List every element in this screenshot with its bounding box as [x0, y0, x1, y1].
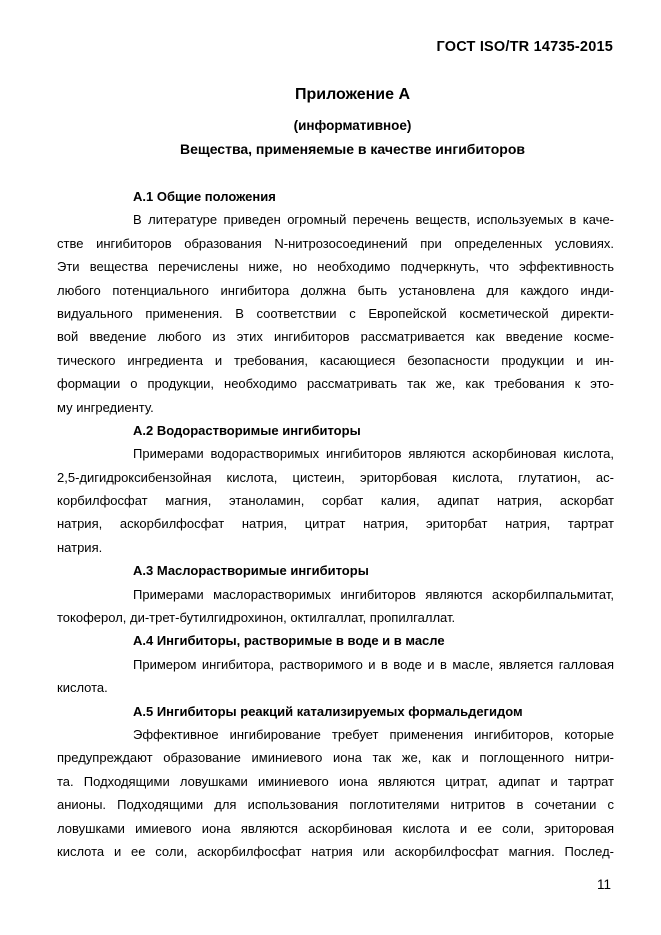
text-line: анионы. Подходящими для использования поглотителями нитритов в сочетании с: [57, 797, 614, 813]
section-heading: А.2 Водорастворимые ингибиторы: [133, 422, 361, 438]
page-number: 11: [596, 877, 611, 892]
text-line: токоферол, ди-трет-бутилгидрохинон, октилгаллат, пропилгаллат.: [57, 610, 456, 626]
text-line: Примерами водорастворимых ингибиторов являются аскорбиновая кислота,: [133, 446, 614, 462]
document-body: [57, 185, 614, 863]
text-line: Примером ингибитора, растворимого и в воде и в масле, является галловая: [133, 656, 614, 672]
standard-number-header: ГОСТ ISO/TR 14735-2015: [436, 39, 613, 55]
section-heading: А.1 Общие положения: [133, 189, 276, 204]
section-heading: А.5 Ингибиторы реакций катализируемых формальдегидом: [133, 703, 523, 719]
text-line: Примерами маслорастворимых ингибиторов являются аскорбилпальмитат,: [133, 586, 614, 602]
appendix-type-label: (информативное): [293, 118, 412, 133]
text-line: 2,5-дигидроксибензойная кислота, цистеин, эриторбовая кислота, глутатион, ас-: [57, 469, 614, 485]
text-line: кислота.: [57, 680, 108, 696]
appendix-title-block: [74, 86, 631, 157]
text-line: натрия.: [57, 539, 103, 555]
text-line: тического ингредиента и требования, касающиеся безопасности продукции и ин-: [57, 352, 614, 368]
text-line: та. Подходящими ловушками иминиевого иона являются цитрат, адипат и тартрат: [57, 773, 614, 789]
section-heading: А.4 Ингибиторы, растворимые в воде и в масле: [133, 633, 445, 649]
text-line: В литературе приведен огромный перечень веществ, используемых в каче-: [133, 212, 614, 228]
appendix-subject-title: Вещества, применяемые в качестве ингибиторов: [179, 141, 525, 157]
text-line: корбилфосфат магния, этаноламин, сорбат калия, адипат натрия, аскорбат: [57, 493, 614, 509]
text-line: Эффективное ингибирование требует применения ингибиторов, которые: [133, 726, 614, 742]
text-line: видуального применения. В соответствии с Европейской косметической директи-: [57, 305, 614, 321]
appendix-title: Приложение А: [294, 86, 411, 103]
text-line: вой введение любого из этих ингибиторов рассматривается как введение косме-: [57, 329, 614, 345]
text-line: кислота и ее соли, аскорбилфосфат натрия или аскорбилфосфат магния. Послед-: [57, 843, 614, 859]
section-heading: А.3 Маслорастворимые ингибиторы: [133, 563, 369, 579]
text-line: Эти вещества перечислены ниже, но необходимо подчеркнуть, что эффективность: [57, 259, 614, 275]
text-line: стве ингибиторов образования N-нитрозосоединений при определенных условиях.: [57, 235, 614, 251]
text-line: формации о продукции, необходимо рассматривать так же, как требования к это-: [57, 376, 614, 392]
text-line: ловушками имиевого иона являются аскорбиновая кислота и ее соли, эриторовая: [57, 820, 614, 836]
text-line: натрия, аскорбилфосфат натрия, цитрат натрия, эриторбат натрия, тартрат: [57, 516, 614, 532]
text-line: предупреждают образование иминиевого иона так же, как и поглощенного нитри-: [57, 750, 614, 766]
text-line: му ингредиенту.: [57, 399, 154, 415]
text-line: любого потенциального ингибитора должна быть установлена для каждого инди-: [57, 282, 614, 298]
